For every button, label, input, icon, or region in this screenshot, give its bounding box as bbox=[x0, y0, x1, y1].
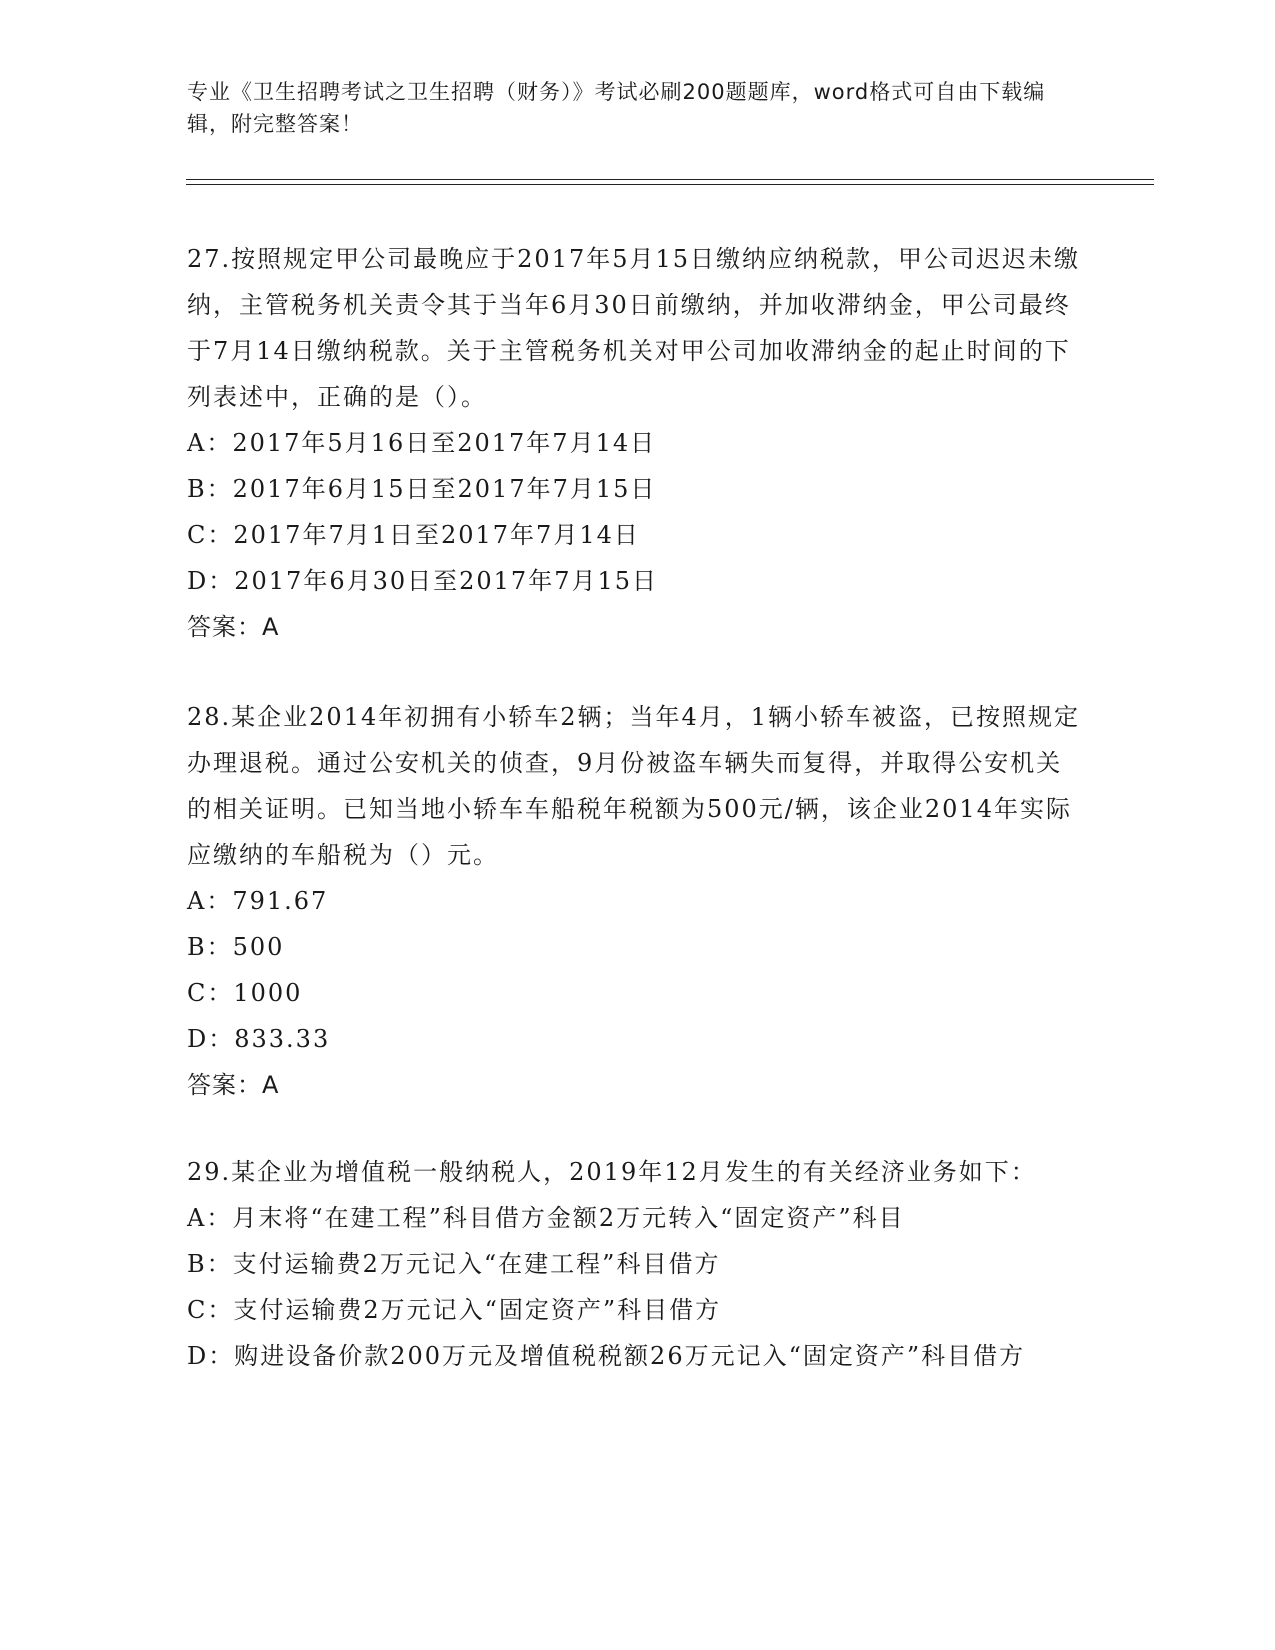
option-b: B：2017年6月15日至2017年7月15日 bbox=[187, 475, 657, 503]
option-c: C：2017年7月1日至2017年7月14日 bbox=[187, 521, 640, 549]
question-28 bbox=[187, 694, 1087, 1108]
document-header bbox=[187, 76, 1077, 140]
option-b: B：支付运输费2万元记入“在建工程”科目借方 bbox=[187, 1250, 721, 1278]
option-b: B：500 bbox=[187, 933, 285, 961]
option-d: D：2017年6月30日至2017年7月15日 bbox=[187, 567, 659, 595]
option-d: D：833.33 bbox=[187, 1025, 331, 1053]
header-divider-bottom bbox=[186, 184, 1154, 185]
answer: 答案：A bbox=[187, 1071, 280, 1099]
header-text: 专业《卫生招聘考试之卫生招聘（财务）》考试必刷200题题库，word格式可自由下载编辑，附完整答案！ bbox=[187, 80, 1046, 136]
option-a: A：月末将“在建工程”科目借方金额2万元转入“固定资产”科目 bbox=[187, 1204, 905, 1232]
option-c: C：支付运输费2万元记入“固定资产”科目借方 bbox=[187, 1296, 722, 1324]
option-a: A：2017年5月16日至2017年7月14日 bbox=[187, 429, 657, 457]
question-27 bbox=[187, 236, 1087, 650]
header-divider-top bbox=[186, 179, 1154, 180]
option-d: D：购进设备价款200万元及增值税税额26万元记入“固定资产”科目借方 bbox=[187, 1342, 1026, 1370]
question-stem: 29.某企业为增值税一般纳税人，2019年12月发生的有关经济业务如下： bbox=[187, 1158, 1037, 1186]
question-stem: 27.按照规定甲公司最晚应于2017年5月15日缴纳应纳税款，甲公司迟迟未缴纳，主管税务机关责令其于当年6月30日前缴纳，并加收滞纳金，甲公司最终于7月14日缴纳税款。关于主管税务机关对甲公司加收滞纳金的起止时间的下列表述中，正确的是（）。 bbox=[187, 245, 1081, 411]
answer: 答案：A bbox=[187, 613, 280, 641]
option-a: A：791.67 bbox=[187, 887, 329, 915]
option-c: C：1000 bbox=[187, 979, 303, 1007]
question-29 bbox=[187, 1149, 1087, 1379]
question-stem: 28.某企业2014年初拥有小轿车2辆；当年4月，1辆小轿车被盗，已按照规定办理退税。通过公安机关的侦查，9月份被盗车辆失而复得，并取得公安机关的相关证明。已知当地小轿车车船税年税额为500元/辆，该企业2014年实际应缴纳的车船税为（）元。 bbox=[187, 703, 1081, 869]
